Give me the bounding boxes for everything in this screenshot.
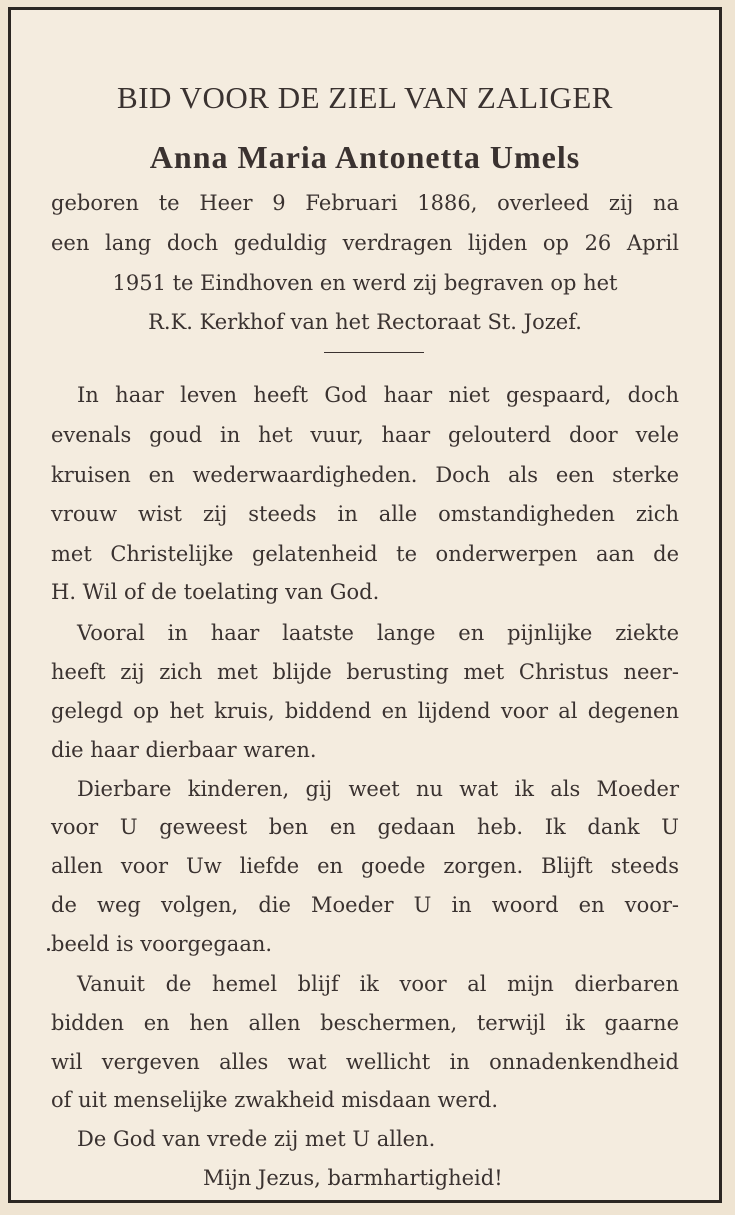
card-heading: BID VOOR DE ZIEL VAN ZALIGER [117,80,613,115]
paragraph-line: of uit menselijke zwakheid misdaan werd. [51,1088,499,1112]
intro-line: 1951 te Eindhoven en werd zij begraven op het [112,271,618,295]
paragraph-line: bidden en hen allen beschermen, terwijl ik gaarne [51,1011,679,1035]
paragraph-line: allen voor Uw liefde en goede zorgen. Blijft steeds [51,854,679,878]
paragraph-line: kruisen en wederwaardigheden. Doch als een sterke [51,463,679,487]
deceased-name: Anna Maria Antonetta Umels [149,139,581,175]
paragraph-line: Vooral in haar laatste lange en pijnlijke ziekte [77,621,679,645]
memorial-card [8,7,722,1203]
intro-line: R.K. Kerkhof van het Rectoraat St. Jozef. [148,310,582,334]
ink-speck [47,948,50,951]
closing-line: De God van vrede zij met U allen. [77,1127,436,1151]
paragraph-line: gelegd op het kruis, biddend en lijdend voor al degenen [51,699,679,723]
paragraph-line: met Christelijke gelatenheid te onderwerpen aan de [51,542,679,566]
intro-line: geboren te Heer 9 Februari 1886, overleed zij na [51,191,679,215]
paragraph-line: die haar dierbaar waren. [51,738,317,762]
paragraph-line: heeft zij zich met blijde berusting met Christus neer- [51,660,679,684]
paragraph-line: vrouw wist zij steeds in alle omstandigheden zich [51,502,679,526]
paragraph-line: Vanuit de hemel blijf ik voor al mijn dierbaren [77,972,679,996]
intro-line: een lang doch geduldig verdragen lijden op 26 April [51,231,679,255]
paragraph-line: In haar leven heeft God haar niet gespaard, doch [77,383,679,407]
paragraph-line: evenals goud in het vuur, haar gelouterd door vele [51,423,679,447]
divider-line [324,352,424,353]
paragraph-line: voor U geweest ben en gedaan heb. Ik dank U [51,815,679,839]
paragraph-line: Dierbare kinderen, gij weet nu wat ik als Moeder [77,777,679,801]
paragraph-line: wil vergeven alles wat wellicht in onnadenkendheid [51,1050,679,1074]
closing-prayer: Mijn Jezus, barmhartigheid! [203,1166,503,1190]
paragraph-line: H. Wil of de toelating van God. [51,580,380,604]
card-content [51,10,679,1200]
paragraph-line: beeld is voorgegaan. [51,932,273,956]
paragraph-line: de weg volgen, die Moeder U in woord en voor- [51,893,679,917]
